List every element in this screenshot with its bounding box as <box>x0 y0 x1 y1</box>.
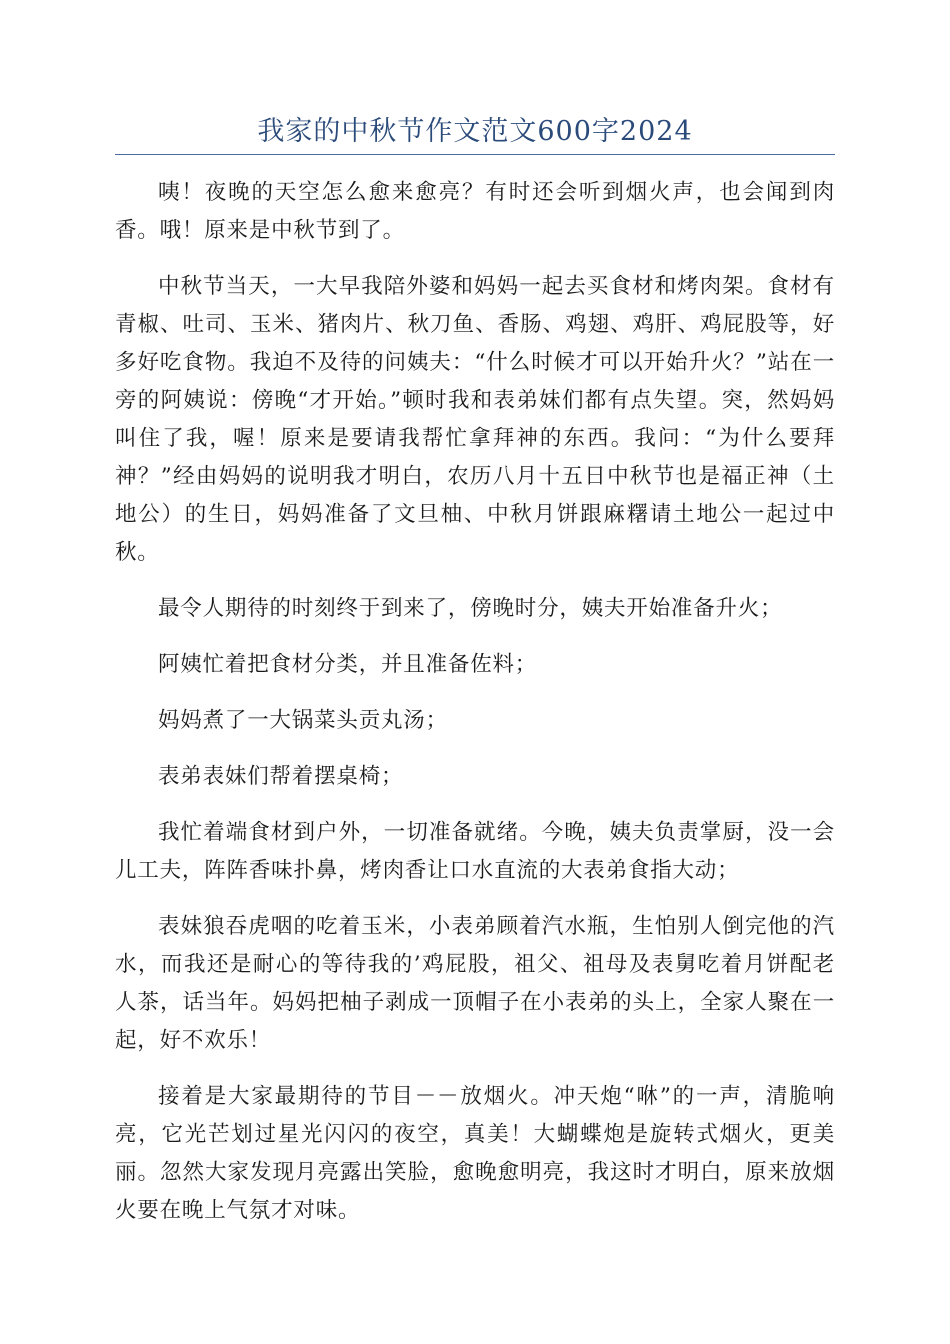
paragraph: 表妹狼吞虎咽的吃着玉米，小表弟顾着汽水瓶，生怕别人倒完他的汽水，而我还是耐心的等待我的’鸡屁股，祖父、祖母及表舅吃着月饼配老人茶，话当年。妈妈把柚子剥成一顶帽子在小表弟的头上，全家人聚在一起，好不欢乐！ <box>115 914 835 1053</box>
paragraph: 咦！夜晚的天空怎么愈来愈亮？有时还会听到烟火声，也会闻到肉香。哦！原来是中秋节到了。 <box>115 180 835 243</box>
title-underline <box>115 154 835 155</box>
document-body <box>115 174 835 1248</box>
paragraph: 妈妈煮了一大锅菜头贡丸汤； <box>158 708 448 733</box>
paragraph: 表弟表妹们帮着摆桌椅； <box>158 764 404 789</box>
paragraph: 接着是大家最期待的节目－－放烟火。冲天炮“咻”的一声，清脆响亮，它光芒划过星光闪闪的夜空，真美！大蝴蝶炮是旋转式烟火，更美丽。忽然大家发现月亮露出笑脸，愈晚愈明亮，我这时才明白，原来放烟火要在晚上气氛才对味。 <box>115 1084 835 1223</box>
paragraph: 阿姨忙着把食材分类，并且准备佐料； <box>158 652 538 677</box>
document-title: 我家的中秋节作文范文600字2024 <box>257 116 693 147</box>
paragraph: 我忙着端食材到户外，一切准备就绪。今晚，姨夫负责掌厨，没一会儿工夫，阵阵香味扑鼻，烤肉香让口水直流的大表弟食指大动； <box>115 820 835 883</box>
paragraph: 最令人期待的时刻终于到来了，傍晚时分，姨夫开始准备升火； <box>158 596 783 621</box>
paragraph: 中秋节当天，一大早我陪外婆和妈妈一起去买食材和烤肉架。食材有青椒、吐司、玉米、猪肉片、秋刀鱼、香肠、鸡翅、鸡肝、鸡屁股等，好多好吃食物。我迫不及待的问姨夫：“什么时候才可以开始升火？”站在一旁的阿姨说：傍晚“才开始。”顿时我和表弟妹们都有点失望。突，然妈妈叫住了我，喔！原来是要请我帮忙拿拜神的东西。我问：“为什么要拜神？”经由妈妈的说明我才明白，农历八月十五日中秋节也是福正神（土地公）的生日，妈妈准备了文旦柚、中秋月饼跟麻糬请土地公一起过中秋。 <box>115 274 835 565</box>
